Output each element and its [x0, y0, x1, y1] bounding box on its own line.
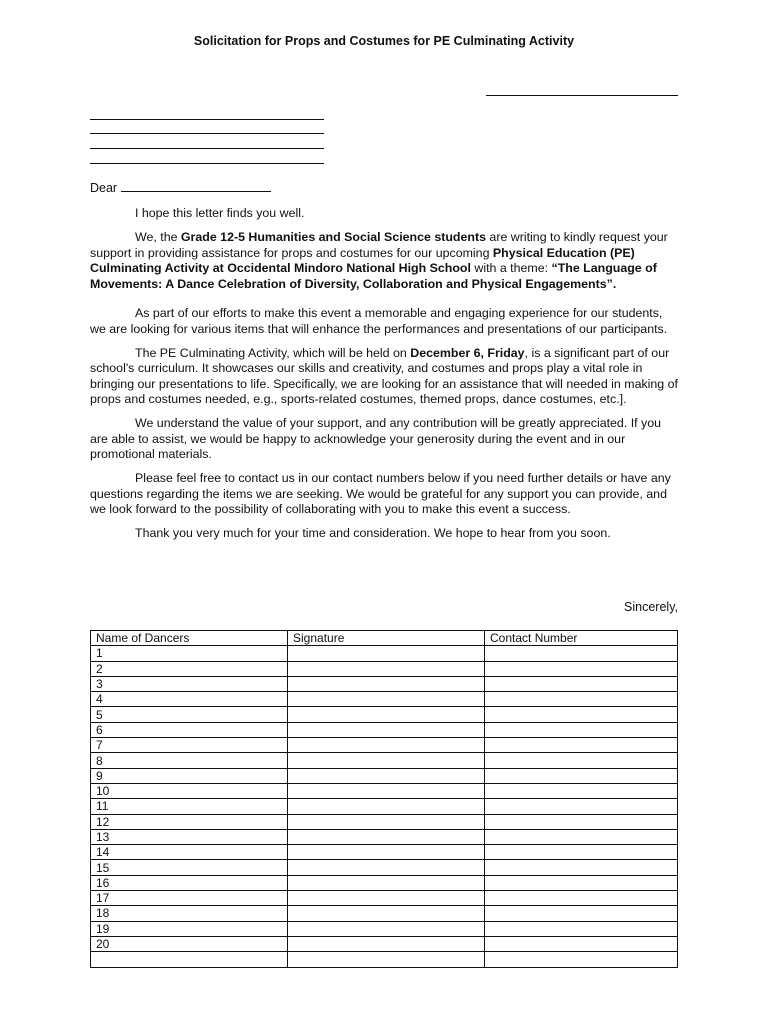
cell-contact-number[interactable] [485, 936, 678, 951]
bold-run-date: December 6, Friday [410, 345, 525, 360]
header-signature: Signature [288, 631, 485, 646]
table-header-row [91, 631, 678, 646]
text-run: We, the [135, 230, 181, 244]
bold-run-event: Physical Education (PE) Culminating Activity at Occidental Mindoro National High School [90, 245, 635, 275]
paragraph-thanks-text: Thank you very much for your time and consideration. We hope to hear from you soon. [135, 526, 611, 540]
cell-dancer-name[interactable]: 2 [91, 661, 288, 676]
recipient-line-4 [90, 162, 324, 164]
cell-dancer-name[interactable]: 4 [91, 692, 288, 707]
cell-contact-number[interactable] [485, 860, 678, 875]
cell-contact-number[interactable] [485, 921, 678, 936]
bold-run-theme: “The Language of Movements: A Dance Celebration of Diversity, Collaboration and Physical Engagements”. [90, 261, 657, 291]
page-title: Solicitation for Props and Costumes for PE Culminating Activity [193, 34, 575, 48]
paragraph-greeting [90, 206, 680, 222]
paragraph-appreciation-text: We understand the value of your support, and any contribution will be greatly appreciated. If you are able to assist, we would be happy to acknowledge your generosity during the event and in our promotional materials. [90, 416, 662, 461]
paragraph-request [90, 230, 680, 292]
paragraph-thanks [90, 526, 680, 542]
table-row [91, 661, 678, 676]
cell-contact-number[interactable] [485, 768, 678, 783]
cell-dancer-name[interactable]: 20 [91, 936, 288, 951]
cell-signature[interactable] [288, 783, 485, 798]
cell-contact-number[interactable] [485, 952, 678, 967]
cell-signature[interactable] [288, 952, 485, 967]
paragraph-purpose-text: As part of our efforts to make this event a memorable and engaging experience for our students, we are looking for various items that will enhance the performances and presentations of our participants. [90, 306, 668, 336]
cell-contact-number[interactable] [485, 783, 678, 798]
salutation [90, 181, 271, 195]
table-row [91, 936, 678, 951]
cell-contact-number[interactable] [485, 891, 678, 906]
cell-dancer-name[interactable]: 16 [91, 875, 288, 890]
cell-signature[interactable] [288, 891, 485, 906]
cell-contact-number[interactable] [485, 753, 678, 768]
paragraph-purpose [90, 306, 680, 337]
paragraph-details [90, 346, 680, 408]
cell-dancer-name[interactable]: 11 [91, 799, 288, 814]
cell-contact-number[interactable] [485, 906, 678, 921]
cell-signature[interactable] [288, 875, 485, 890]
date-blank-line [486, 86, 678, 96]
cell-signature[interactable] [288, 738, 485, 753]
text-run: , is a significant part of our school's curriculum. It showcases our skills and creativity, and costumes and props play a vital role in bringing our presentations to life. Specifically, we are looking for an assistance that will needed in making of props and costumes needed, e.g., sports-related costumes, themed props, dance costumes, etc.]. [90, 345, 678, 406]
header-name-of-dancers: Name of Dancers [91, 631, 288, 646]
cell-signature[interactable] [288, 661, 485, 676]
cell-contact-number[interactable] [485, 799, 678, 814]
cell-signature[interactable] [288, 860, 485, 875]
cell-signature[interactable] [288, 692, 485, 707]
table-row [91, 768, 678, 783]
cell-dancer-name[interactable]: 13 [91, 829, 288, 844]
cell-dancer-name[interactable]: 19 [91, 921, 288, 936]
table-row [91, 814, 678, 829]
cell-dancer-name[interactable]: 8 [91, 753, 288, 768]
table-row [91, 921, 678, 936]
table-row [91, 860, 678, 875]
table-row [91, 875, 678, 890]
cell-signature[interactable] [288, 753, 485, 768]
cell-signature[interactable] [288, 646, 485, 661]
letter-body [90, 206, 680, 550]
cell-signature[interactable] [288, 676, 485, 691]
cell-dancer-name[interactable]: 17 [91, 891, 288, 906]
cell-dancer-name[interactable]: 3 [91, 676, 288, 691]
dancers-table [90, 630, 678, 968]
cell-contact-number[interactable] [485, 661, 678, 676]
cell-dancer-name[interactable]: 18 [91, 906, 288, 921]
table-row [91, 646, 678, 661]
cell-contact-number[interactable] [485, 814, 678, 829]
cell-contact-number[interactable] [485, 692, 678, 707]
paragraph-contact-text: Please feel free to contact us in our contact numbers below if you need further details or have any questions regarding the items we are seeking. We would be grateful for any support you can provide, and we look forward to the possibility of collaborating with you to make this event a success. [90, 471, 671, 516]
cell-dancer-name[interactable]: 12 [91, 814, 288, 829]
table-row [91, 906, 678, 921]
table-row [91, 799, 678, 814]
salutation-text: Dear [90, 181, 118, 195]
table-row [91, 753, 678, 768]
cell-signature[interactable] [288, 921, 485, 936]
table-row [91, 783, 678, 798]
cell-dancer-name[interactable]: 5 [91, 707, 288, 722]
cell-contact-number[interactable] [485, 722, 678, 737]
cell-dancer-name[interactable]: 9 [91, 768, 288, 783]
table-row [91, 952, 678, 967]
cell-signature[interactable] [288, 829, 485, 844]
cell-signature[interactable] [288, 845, 485, 860]
table-row [91, 845, 678, 860]
table-row [91, 738, 678, 753]
cell-dancer-name[interactable]: 7 [91, 738, 288, 753]
salutation-blank-line [121, 181, 271, 192]
table-row [91, 829, 678, 844]
closing: Sincerely, [624, 600, 678, 614]
cell-contact-number[interactable] [485, 845, 678, 860]
cell-dancer-name[interactable]: 6 [91, 722, 288, 737]
text-run: are writing to kindly request your support in providing assistance for props and costumes for our upcoming [90, 230, 668, 260]
cell-signature[interactable] [288, 906, 485, 921]
cell-signature[interactable] [288, 768, 485, 783]
cell-contact-number[interactable] [485, 707, 678, 722]
paragraph-greeting-text: I hope this letter finds you well. [135, 206, 305, 220]
table-row [91, 676, 678, 691]
cell-signature[interactable] [288, 707, 485, 722]
cell-dancer-name[interactable]: 10 [91, 783, 288, 798]
cell-dancer-name[interactable]: 1 [91, 646, 288, 661]
table-row [91, 692, 678, 707]
cell-contact-number[interactable] [485, 646, 678, 661]
recipient-line-2 [90, 132, 324, 134]
cell-dancer-name[interactable]: 14 [91, 845, 288, 860]
table-row [91, 707, 678, 722]
cell-contact-number[interactable] [485, 738, 678, 753]
cell-signature[interactable] [288, 799, 485, 814]
cell-dancer-name[interactable]: 15 [91, 860, 288, 875]
recipient-line-1 [90, 118, 324, 120]
text-run: with a theme: [470, 261, 552, 275]
table-body [91, 646, 678, 967]
paragraph-appreciation [90, 416, 680, 463]
table-row [91, 891, 678, 906]
header-contact-number: Contact Number [485, 631, 678, 646]
text-run: The PE Culminating Activity, which will be held on [135, 345, 411, 360]
cell-dancer-name[interactable] [91, 952, 288, 967]
cell-contact-number[interactable] [485, 875, 678, 890]
paragraph-contact [90, 471, 680, 518]
cell-signature[interactable] [288, 722, 485, 737]
bold-run-students: Grade 12-5 Humanities and Social Science students [180, 230, 486, 244]
recipient-line-3 [90, 147, 324, 149]
cell-signature[interactable] [288, 814, 485, 829]
cell-signature[interactable] [288, 936, 485, 951]
table-row [91, 722, 678, 737]
cell-contact-number[interactable] [485, 676, 678, 691]
cell-contact-number[interactable] [485, 829, 678, 844]
